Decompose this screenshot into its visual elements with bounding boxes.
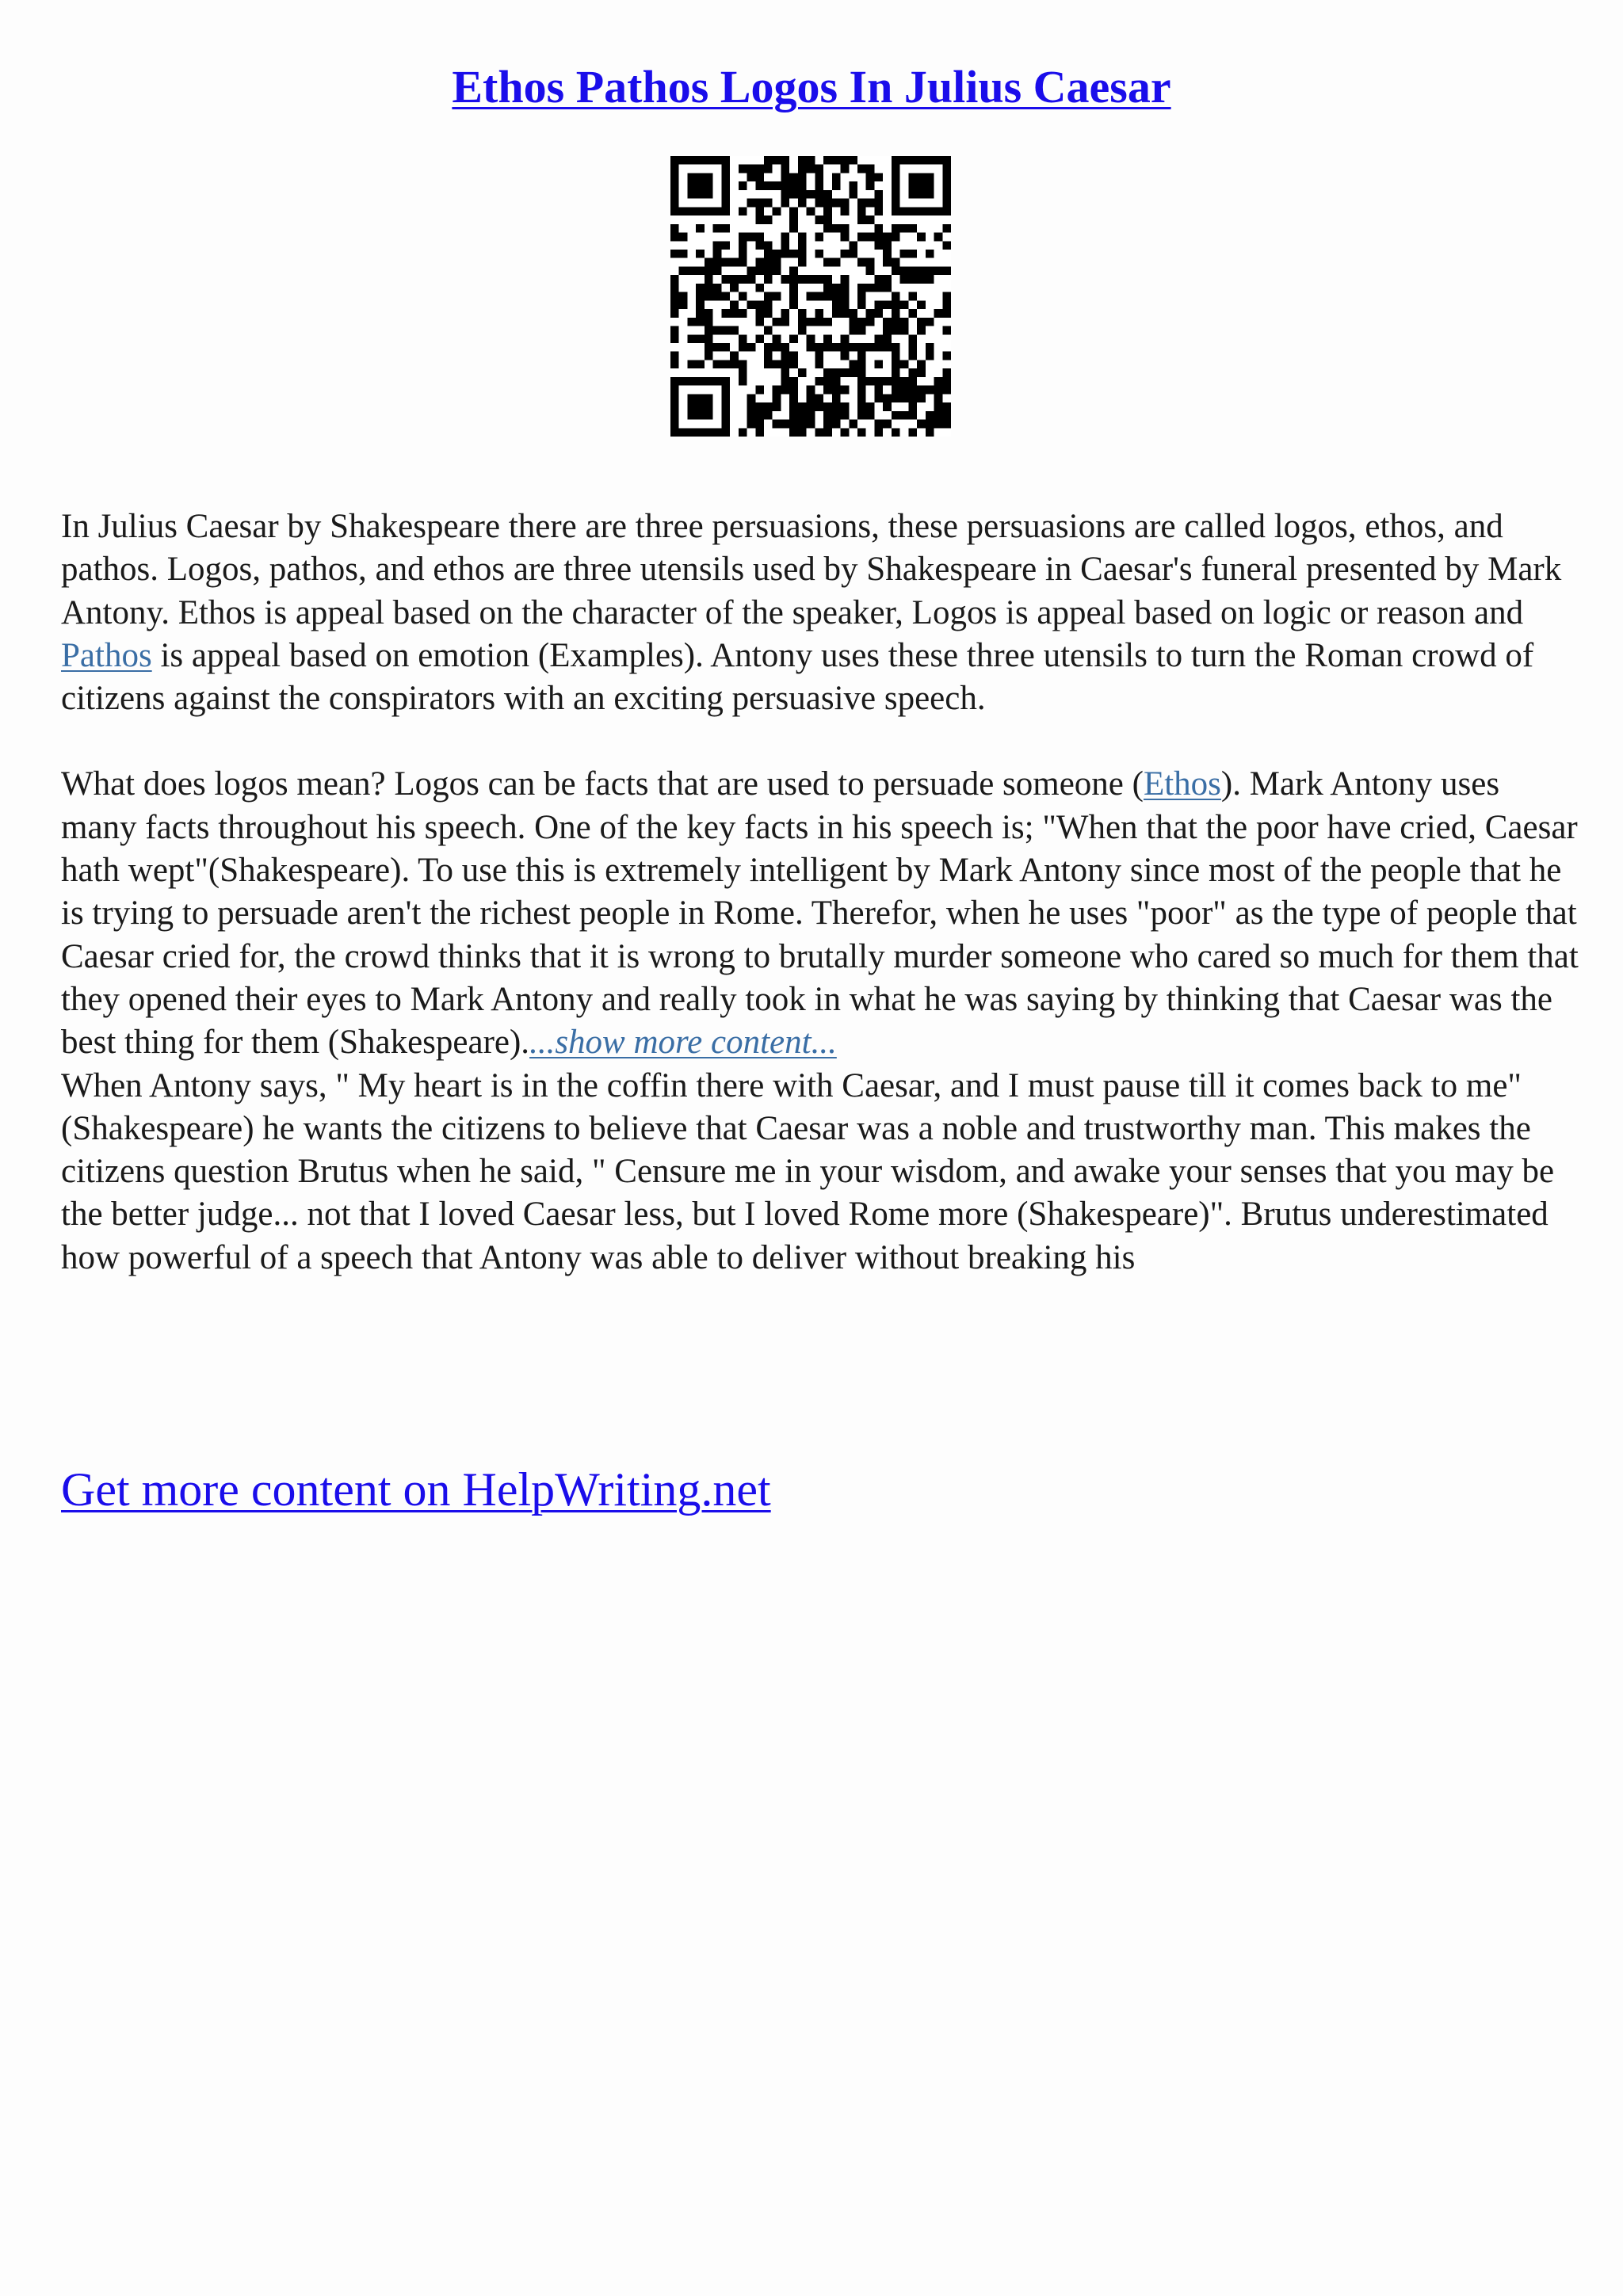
paragraph-1-text-b: is appeal based on emotion (Examples). Antony uses these three utensils to turn the Roman crowd of citizens against the conspirators with an exciting persuasive speech. xyxy=(61,636,1534,718)
ethos-link[interactable]: Ethos xyxy=(1143,765,1221,803)
show-more-link[interactable]: ...show more content... xyxy=(529,1024,837,1062)
paragraph-2-text-a: What does logos mean? Logos can be facts that are used to persuade someone ( xyxy=(61,765,1144,803)
paragraph-1 xyxy=(61,505,1583,720)
pathos-link[interactable]: Pathos xyxy=(61,636,152,674)
paragraph-1-text-a: In Julius Caesar by Shakespeare there are three persuasions, these persuasions are called logos, ethos, and pathos. Logos, pathos, and ethos are three utensils used by Shakespeare in Caesar's funeral presented by Mark Antony. Ethos is appeal based on the character of the speaker, Logos is appeal based on logic or reason and xyxy=(61,508,1562,631)
qr-code-icon xyxy=(670,156,951,437)
title-link[interactable]: Ethos Pathos Logos In Julius Caesar xyxy=(452,61,1171,113)
paragraph-2-text-b: ). Mark Antony uses many facts throughout his speech. One of the key facts in his speech is; "When that the poor have cried, Caesar hath wept"(Shakespeare). To use this is extremely intelligent by Mark Antony since most of the people that he is trying to persuade aren't the richest people in Rome. Therefor, when he uses "poor" as the type of people that Caesar cried for, the crowd thinks that it is wrong to brutally murder someone who cared so much for them that they opened their eyes to Mark Antony and really took in what he was saying by thinking that Caesar was the best thing for them (Shakespeare). xyxy=(61,765,1579,1062)
paragraph-3: When Antony says, " My heart is in the coffin there with Caesar, and I must pause till it comes back to me"(Shakespeare) he wants the citizens to believe that Caesar was a noble and trustworthy man. This makes the citizens question Brutus when he said, " Censure me in your wisdom, and awake your senses that you may be the better judge... not that I loved Caesar less, but I loved Rome more (Shakespeare)". Brutus underestimated how powerful of a speech that Antony was able to deliver without breaking his xyxy=(61,1066,1555,1276)
paragraph-gap xyxy=(61,720,1583,763)
get-more-content-link[interactable]: Get more content on HelpWriting.net xyxy=(61,1463,771,1516)
page-title xyxy=(0,55,1623,119)
paragraph-2 xyxy=(61,763,1583,1064)
footer-cta xyxy=(61,1459,771,1520)
article-body xyxy=(61,505,1583,1280)
